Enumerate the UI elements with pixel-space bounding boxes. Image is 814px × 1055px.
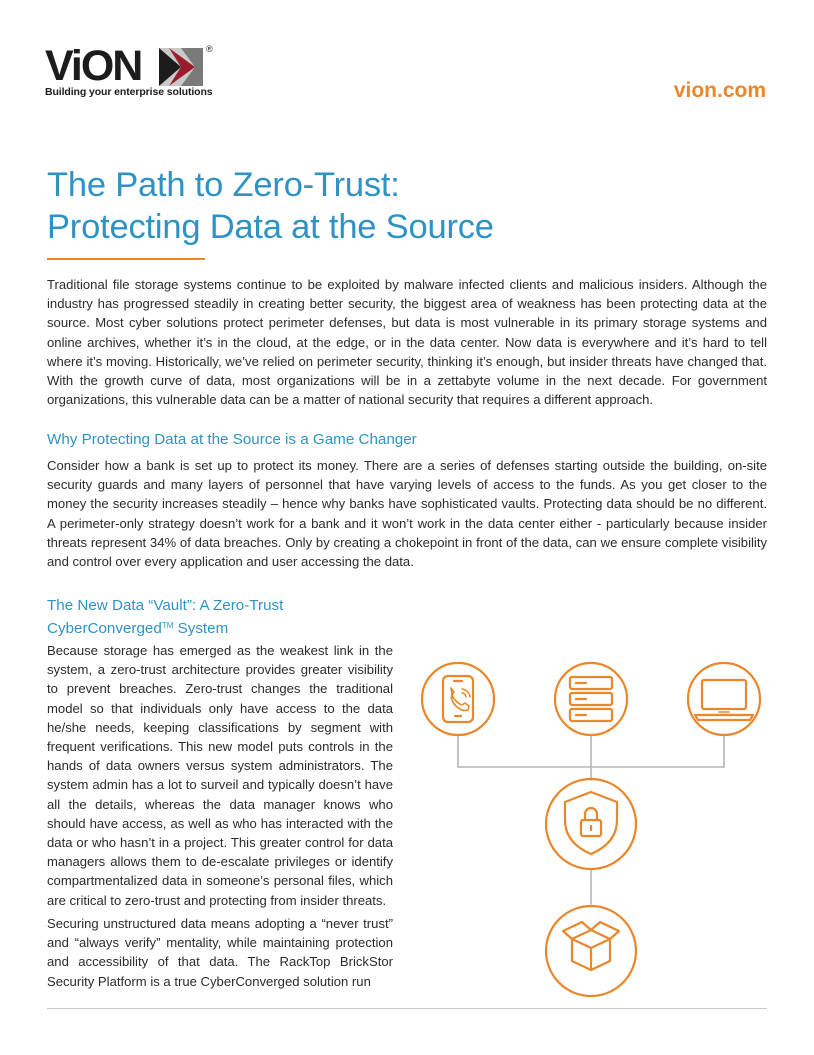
title-underline xyxy=(47,258,205,260)
title-line-1: The Path to Zero-Trust: xyxy=(47,166,400,204)
logo-tagline: Building your enterprise solutions xyxy=(45,86,213,98)
smartphone-call-icon xyxy=(422,663,494,735)
zero-trust-diagram xyxy=(410,640,790,1005)
vion-logo xyxy=(45,42,220,101)
footer-divider xyxy=(47,1008,767,1009)
open-box-icon xyxy=(546,906,636,996)
section-heading-game-changer: Why Protecting Data at the Source is a Game Changer xyxy=(47,431,417,448)
page-title xyxy=(47,164,494,248)
logo-wordmark: ViON xyxy=(45,42,142,90)
website-link[interactable]: vion.com xyxy=(673,79,766,102)
shield-lock-icon xyxy=(546,779,636,869)
laptop-icon xyxy=(688,663,760,735)
heading-line-2-suffix: System xyxy=(173,619,229,637)
heading-line-2-prefix: CyberConverged xyxy=(47,619,162,637)
logo-chevron-icon xyxy=(159,48,203,86)
server-stack-icon xyxy=(555,663,627,735)
section-body-data-vault-1: Because storage has emerged as the weakest link in the system, a zero-trust architecture provides greater visibility to prevent breaches. Zero-trust changes the traditional model so that individuals only have access to the data he/she needs, keeping classifications by segment with frequent verifications. This new model puts controls in the hands of data owners versus system administrators. The system admin has a lot to surveil and typically doesn’t have all the details, whereas the data manager knows who should have access, as well as who has interacted with the data or who hasn’t in a project. This greater control for data managers allows them to de-escalate privileges or identify compartmentalized data in someone’s personal files, which are critical to zero-trust and protecting from insider threats. xyxy=(47,643,393,908)
section-body-data-vault-2: Securing unstructured data means adopting a “never trust” and “always verify” mentality, while maintaining protection and accessibility of that data. The RackTop BrickStor Security Platform is a true CyberConverged solution run xyxy=(47,916,393,989)
registered-mark: ® xyxy=(206,44,213,54)
trademark: TM xyxy=(161,620,174,630)
section-heading-data-vault xyxy=(47,596,407,638)
intro-paragraph: Traditional file storage systems continue to be exploited by malware infected clients and malicious insiders. Although the industry has progressed steadily in creating better security, the biggest area of weakness has been protecting data at the source. Most cyber solutions protect perimeter defenses, but data is most vulnerable in its primary storage systems and online archives, whether it’s in the cloud, at the edge, or in the data center. Now data is everywhere and it’s hard to tell where it’s moving. Historically, we’ve relied on perimeter security, thinking it’s enough, but insider threats have changed that. With the growth curve of data, most organizations will be in a zettabyte volume in the next decade. For government organizations, this vulnerable data can be a matter of national security that requires a different approach. xyxy=(47,277,767,408)
heading-line-1: The New Data “Vault”: A Zero-Trust xyxy=(47,597,284,614)
title-line-2: Protecting Data at the Source xyxy=(47,208,494,246)
section-body-game-changer: Consider how a bank is set up to protect its money. There are a series of defenses starting outside the building, on-site security guards and many layers of personnel that have varying levels of access to the funds. As you get closer to the money the security increases steadily – hence why banks have sophisticated vaults. Protecting data should be no different. A perimeter-only strategy doesn’t work for a bank and it won’t work in the data center either - particularly because insider threats represent 34% of data breaches. Only by creating a chokepoint in front of the data, can we ensure complete visibility and control over every application and user accessing the data. xyxy=(47,458,767,570)
